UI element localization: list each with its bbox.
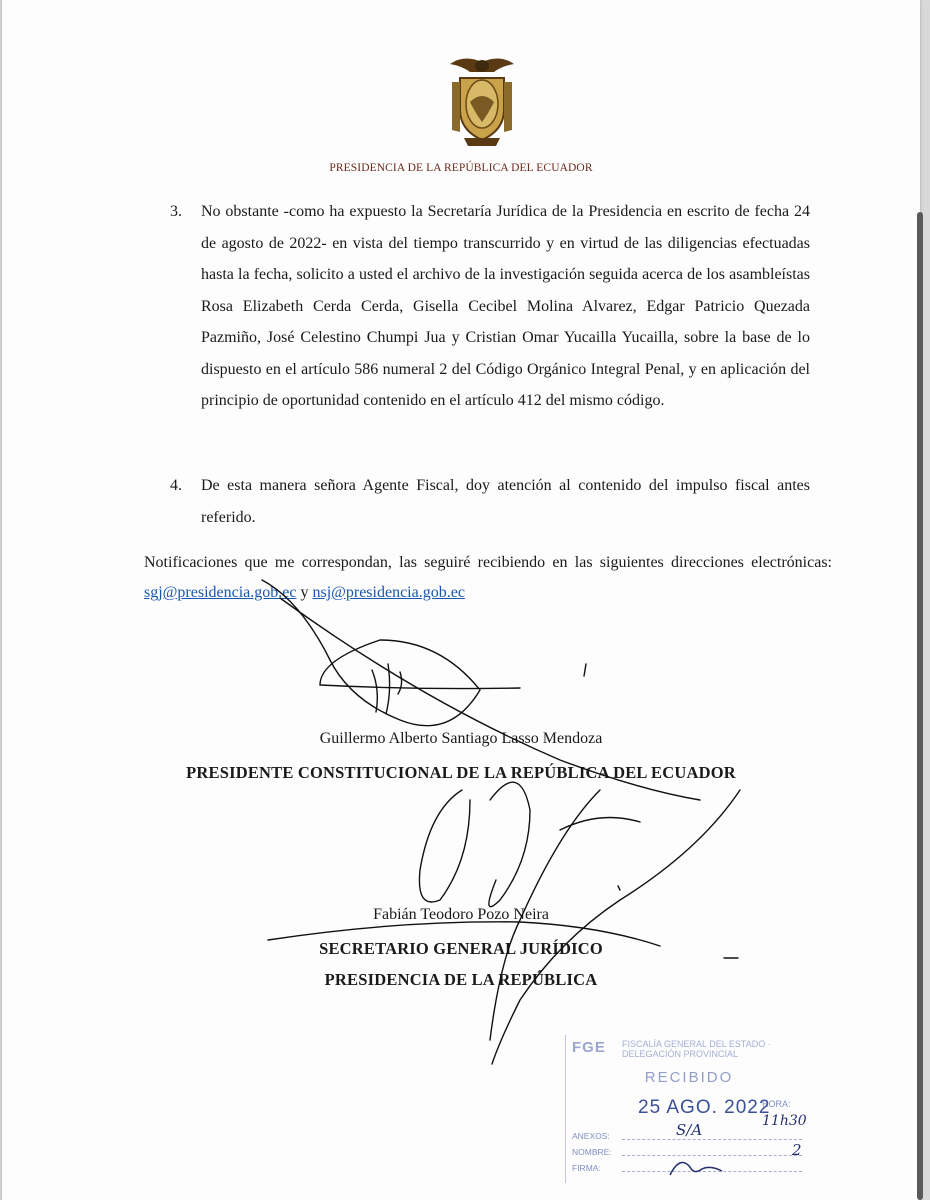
paragraph-item-4 xyxy=(170,470,810,533)
stamp-hora-label: HORA: xyxy=(762,1099,791,1109)
stamp-anexos-label: ANEXOS: xyxy=(572,1131,610,1141)
email-link-nsj[interactable]: nsj@presidencia.gob.ec xyxy=(312,584,465,601)
document-page xyxy=(2,0,920,1200)
email-link-sgj[interactable]: sgj@presidencia.gob.ec xyxy=(144,584,297,601)
item-number: 3. xyxy=(170,203,182,220)
stamp-logo: FGE xyxy=(572,1039,606,1056)
signatory-2-title-line2: PRESIDENCIA DE LA REPÚBLICA xyxy=(324,970,598,989)
stamp-hora-value: 11h30 xyxy=(762,1113,807,1129)
received-stamp xyxy=(565,1035,812,1183)
coat-of-arms-emblem xyxy=(444,52,520,148)
notifications-paragraph xyxy=(144,548,832,608)
stamp-status: RECIBIDO xyxy=(644,1069,734,1086)
stamp-date: 25 AGO. 2022 xyxy=(638,1097,771,1118)
signatory-2-name: Fabián Teodoro Pozo Neira xyxy=(373,906,549,923)
signatory-1-name: Guillermo Alberto Santiago Lasso Mendoza xyxy=(319,730,603,747)
paragraph-item-3 xyxy=(170,196,810,417)
email-connector: y xyxy=(300,584,309,601)
item-number: 4. xyxy=(170,477,182,494)
stamp-anexos-line xyxy=(622,1139,802,1140)
stamp-firma-scribble xyxy=(666,1153,726,1181)
item-text: De esta manera señora Agente Fiscal, doy atención al contenido del impulso fiscal antes referido. xyxy=(201,477,810,526)
notifications-text: Notificaciones que me correspondan, las seguiré recibiendo en las siguientes direcciones electrónicas: xyxy=(144,554,832,571)
stamp-firma-label: FIRMA: xyxy=(572,1163,601,1173)
stamp-nombre-value: 2 xyxy=(792,1141,802,1159)
signatory-2-title-line1: SECRETARIO GENERAL JURÍDICO xyxy=(319,939,603,958)
stamp-anexos-value: S/A xyxy=(676,1121,703,1139)
scrollbar[interactable] xyxy=(917,212,923,1200)
institution-header: PRESIDENCIA DE LA REPÚBLICA DEL ECUADOR xyxy=(329,162,593,174)
item-text: No obstante -como ha expuesto la Secretaría Jurídica de la Presidencia en escrito de fecha 24 de agosto de 2022- en vista del tiempo transcurrido y en virtud de las diligencias efectuadas hasta la fecha, solicito a usted el archivo de la investigación seguida acerca de los asambleístas Rosa Elizabeth Cerda Cerda, Gisella Cecibel Molina Alvarez, Edgar Patricio Quezada Pazmiño, José Celestino Chumpi Jua y Cristian Omar Yucailla Yucailla, sobre la base de lo dispuesto en el artículo 586 numeral 2 del Código Orgánico Integral Penal, y en aplicación del principio de oportunidad contenido en el artículo 412 del mismo código. xyxy=(201,203,810,409)
signatory-1-title: PRESIDENTE CONSTITUCIONAL DE LA REPÚBLICA DEL ECUADOR xyxy=(186,763,736,782)
stamp-institution: FISCALÍA GENERAL DEL ESTADO · DELEGACIÓN PROVINCIAL xyxy=(622,1039,771,1059)
stamp-nombre-label: NOMBRE: xyxy=(572,1147,612,1157)
